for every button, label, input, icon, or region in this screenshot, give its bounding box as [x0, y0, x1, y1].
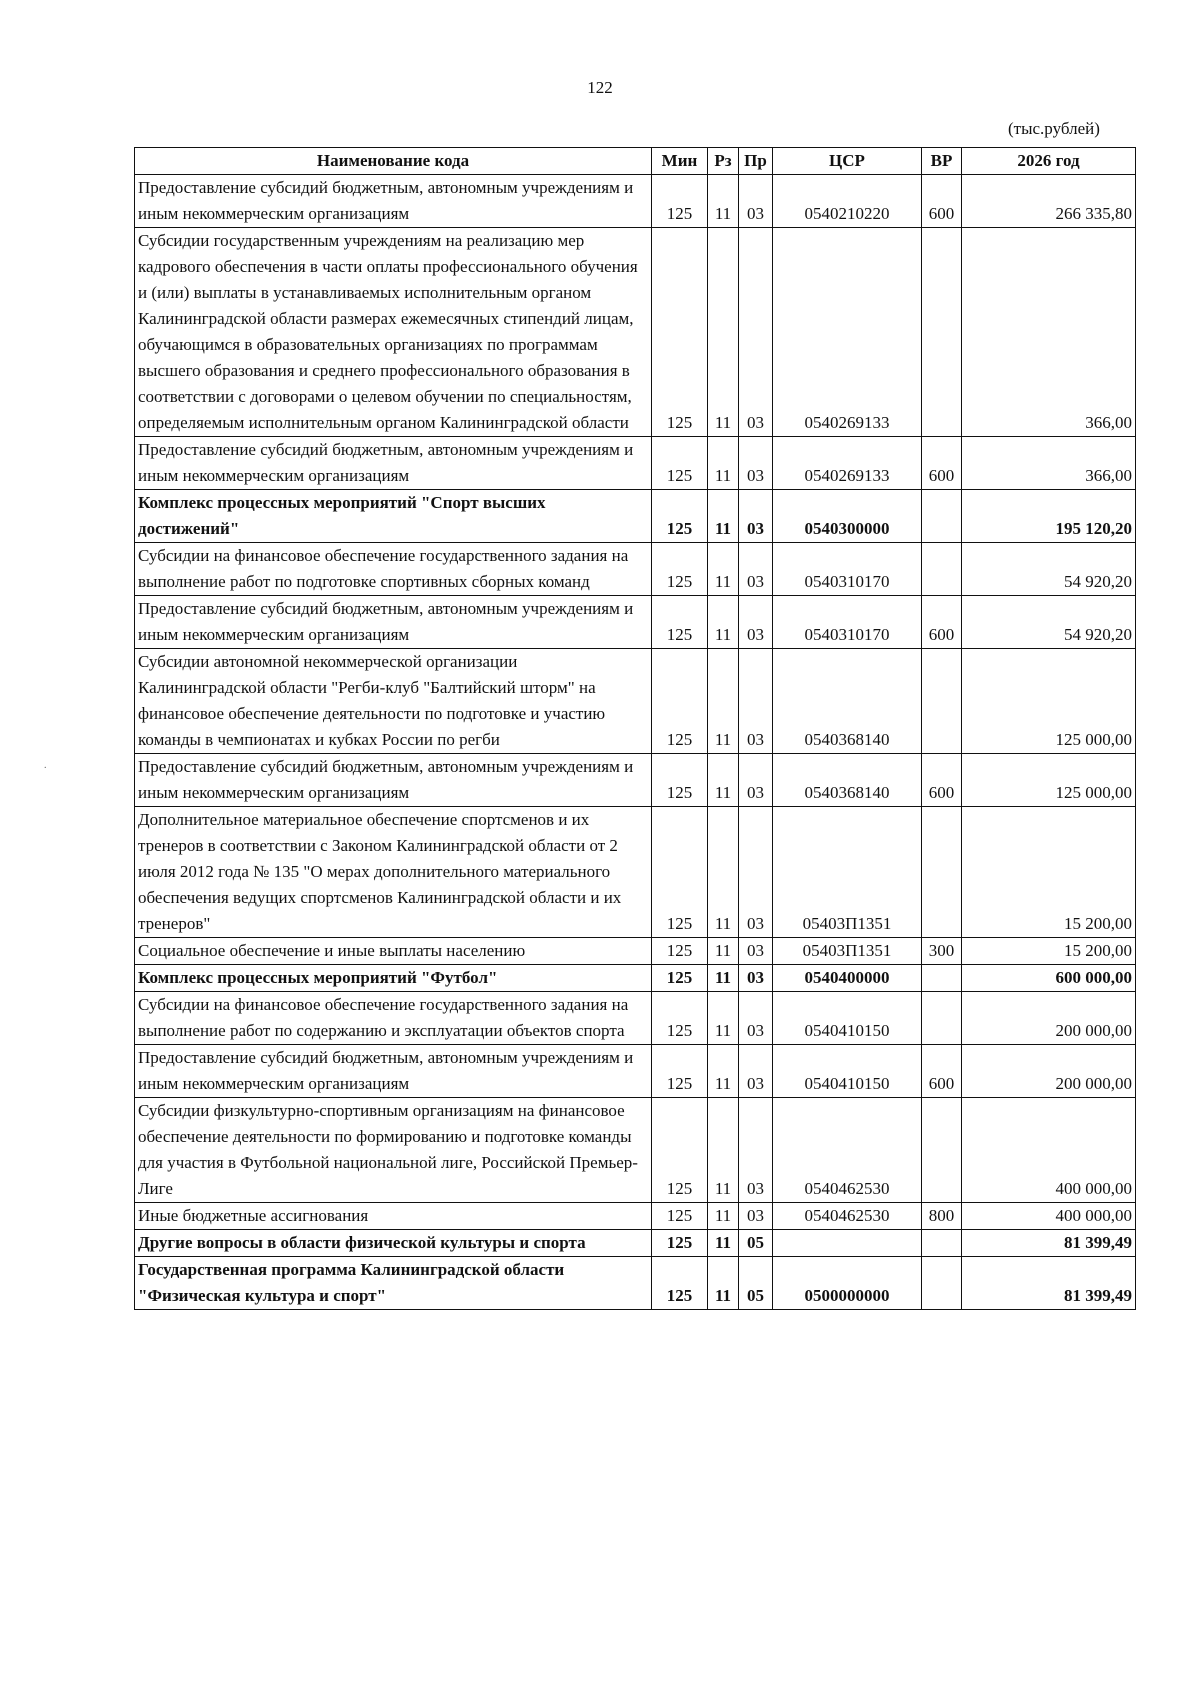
table-row — [135, 490, 1136, 543]
page-number: 122 — [587, 78, 613, 97]
rz-cell: 11 — [708, 992, 739, 1045]
name-cell: Субсидии физкультурно-спортивным организациям на финансовое обеспечение деятельности по формированию и подготовке команды для участия в Футбольной национальной лиге, Российской Премьер-Лиге — [135, 1098, 652, 1203]
name-cell: Субсидии на финансовое обеспечение государственного задания на выполнение работ по содержанию и эксплуатации объектов спорта — [135, 992, 652, 1045]
vr-cell: 600 — [922, 596, 962, 649]
rz-cell: 11 — [708, 490, 739, 543]
table-row — [135, 754, 1136, 807]
vr-cell — [922, 1257, 962, 1310]
table-row — [135, 1257, 1136, 1310]
table-row — [135, 1098, 1136, 1203]
vr-cell — [922, 543, 962, 596]
name-cell: Субсидии автономной некоммерческой организации Калининградской области "Регби-клуб "Балтийский шторм" на финансовое обеспечение деятельности по подготовке и участию команды в чемпионатах и кубках России по регби — [135, 649, 652, 754]
name-cell: Дополнительное материальное обеспечение спортсменов и их тренеров в соответствии с Законом Калининградской области от 2 июля 2012 года № 135 "О мерах дополнительного материального обеспечения ведущих спортсменов Калининградской области и их тренеров" — [135, 807, 652, 938]
csr-cell — [773, 1230, 922, 1257]
vr-cell: 300 — [922, 938, 962, 965]
min-cell: 125 — [652, 490, 708, 543]
unit-note: (тыс.рублей) — [1008, 119, 1100, 138]
rz-cell: 11 — [708, 543, 739, 596]
header-amount: 2026 год — [962, 148, 1136, 175]
name-cell: Другие вопросы в области физической культуры и спорта — [135, 1230, 652, 1257]
min-cell: 125 — [652, 992, 708, 1045]
name-cell: Комплекс процессных мероприятий "Футбол" — [135, 965, 652, 992]
vr-cell — [922, 490, 962, 543]
pr-cell: 03 — [739, 649, 773, 754]
table-header — [135, 148, 1136, 175]
rz-cell: 11 — [708, 754, 739, 807]
pr-cell: 05 — [739, 1257, 773, 1310]
vr-cell: 800 — [922, 1203, 962, 1230]
min-cell: 125 — [652, 1230, 708, 1257]
rz-cell: 11 — [708, 1230, 739, 1257]
table-row — [135, 596, 1136, 649]
min-cell: 125 — [652, 807, 708, 938]
header-vr: ВР — [922, 148, 962, 175]
pr-cell: 03 — [739, 175, 773, 228]
amount-cell: 266 335,80 — [962, 175, 1136, 228]
min-cell: 125 — [652, 437, 708, 490]
csr-cell: 05403П1351 — [773, 938, 922, 965]
table-row — [135, 992, 1136, 1045]
csr-cell: 0540269133 — [773, 228, 922, 437]
table-row — [135, 1230, 1136, 1257]
table-row — [135, 543, 1136, 596]
vr-cell — [922, 228, 962, 437]
csr-cell: 0540300000 — [773, 490, 922, 543]
table-row — [135, 807, 1136, 938]
vr-cell — [922, 807, 962, 938]
vr-cell — [922, 649, 962, 754]
name-cell: Предоставление субсидий бюджетным, автономным учреждениям и иным некоммерческим организациям — [135, 754, 652, 807]
rz-cell: 11 — [708, 1045, 739, 1098]
rz-cell: 11 — [708, 807, 739, 938]
amount-cell: 366,00 — [962, 437, 1136, 490]
pr-cell: 03 — [739, 938, 773, 965]
pr-cell: 03 — [739, 992, 773, 1045]
vr-cell — [922, 1230, 962, 1257]
min-cell: 125 — [652, 1203, 708, 1230]
vr-cell: 600 — [922, 437, 962, 490]
table-body — [135, 175, 1136, 1310]
rz-cell: 11 — [708, 938, 739, 965]
min-cell: 125 — [652, 1098, 708, 1203]
vr-cell: 600 — [922, 1045, 962, 1098]
vr-cell: 600 — [922, 754, 962, 807]
amount-cell: 366,00 — [962, 228, 1136, 437]
pr-cell: 03 — [739, 1098, 773, 1203]
rz-cell: 11 — [708, 1098, 739, 1203]
scan-speck: . — [44, 760, 47, 771]
amount-cell: 125 000,00 — [962, 754, 1136, 807]
pr-cell: 03 — [739, 754, 773, 807]
csr-cell: 0540400000 — [773, 965, 922, 992]
name-cell: Иные бюджетные ассигнования — [135, 1203, 652, 1230]
name-cell: Субсидии государственным учреждениям на реализацию мер кадрового обеспечения в части оплаты профессионального обучения и (или) выплаты в устанавливаемых исполнительным органом Калининградской области размерах ежемесячных стипендий лицам, обучающимся в образовательных организациях по программам высшего образования и среднего профессионального образования в соответствии с договорами о целевом обучении по специальностям, определяемым исполнительным органом Калининградской области — [135, 228, 652, 437]
table-row — [135, 1045, 1136, 1098]
table-row — [135, 228, 1136, 437]
amount-cell: 400 000,00 — [962, 1098, 1136, 1203]
rz-cell: 11 — [708, 649, 739, 754]
name-cell: Субсидии на финансовое обеспечение государственного задания на выполнение работ по подготовке спортивных сборных команд — [135, 543, 652, 596]
vr-cell — [922, 992, 962, 1045]
pr-cell: 03 — [739, 437, 773, 490]
budget-table — [134, 147, 1136, 1310]
header-min: Мин — [652, 148, 708, 175]
name-cell: Государственная программа Калининградской области "Физическая культура и спорт" — [135, 1257, 652, 1310]
csr-cell: 0540368140 — [773, 649, 922, 754]
amount-cell: 54 920,20 — [962, 543, 1136, 596]
header-pr: Пр — [739, 148, 773, 175]
amount-cell: 200 000,00 — [962, 1045, 1136, 1098]
csr-cell: 0540310170 — [773, 543, 922, 596]
pr-cell: 03 — [739, 228, 773, 437]
min-cell: 125 — [652, 754, 708, 807]
amount-cell: 81 399,49 — [962, 1230, 1136, 1257]
min-cell: 125 — [652, 1257, 708, 1310]
amount-cell: 15 200,00 — [962, 807, 1136, 938]
csr-cell: 0540410150 — [773, 1045, 922, 1098]
csr-cell: 0540368140 — [773, 754, 922, 807]
pr-cell: 03 — [739, 1045, 773, 1098]
rz-cell: 11 — [708, 596, 739, 649]
csr-cell: 0500000000 — [773, 1257, 922, 1310]
amount-cell: 600 000,00 — [962, 965, 1136, 992]
min-cell: 125 — [652, 1045, 708, 1098]
vr-cell: 600 — [922, 175, 962, 228]
amount-cell: 54 920,20 — [962, 596, 1136, 649]
rz-cell: 11 — [708, 228, 739, 437]
amount-cell: 195 120,20 — [962, 490, 1136, 543]
name-cell: Комплекс процессных мероприятий "Спорт высших достижений" — [135, 490, 652, 543]
min-cell: 125 — [652, 175, 708, 228]
rz-cell: 11 — [708, 1257, 739, 1310]
name-cell: Социальное обеспечение и иные выплаты населению — [135, 938, 652, 965]
csr-cell: 0540462530 — [773, 1098, 922, 1203]
amount-cell: 400 000,00 — [962, 1203, 1136, 1230]
min-cell: 125 — [652, 649, 708, 754]
table-row — [135, 938, 1136, 965]
csr-cell: 0540269133 — [773, 437, 922, 490]
table-row — [135, 437, 1136, 490]
vr-cell — [922, 965, 962, 992]
header-name: Наименование кода — [135, 148, 652, 175]
rz-cell: 11 — [708, 437, 739, 490]
pr-cell: 03 — [739, 807, 773, 938]
min-cell: 125 — [652, 228, 708, 437]
min-cell: 125 — [652, 938, 708, 965]
vr-cell — [922, 1098, 962, 1203]
csr-cell: 05403П1351 — [773, 807, 922, 938]
amount-cell: 81 399,49 — [962, 1257, 1136, 1310]
pr-cell: 03 — [739, 596, 773, 649]
name-cell: Предоставление субсидий бюджетным, автономным учреждениям и иным некоммерческим организациям — [135, 596, 652, 649]
name-cell: Предоставление субсидий бюджетным, автономным учреждениям и иным некоммерческим организациям — [135, 437, 652, 490]
min-cell: 125 — [652, 543, 708, 596]
name-cell: Предоставление субсидий бюджетным, автономным учреждениям и иным некоммерческим организациям — [135, 175, 652, 228]
pr-cell: 05 — [739, 1230, 773, 1257]
table-row — [135, 649, 1136, 754]
pr-cell: 03 — [739, 543, 773, 596]
name-cell: Предоставление субсидий бюджетным, автономным учреждениям и иным некоммерческим организациям — [135, 1045, 652, 1098]
pr-cell: 03 — [739, 1203, 773, 1230]
csr-cell: 0540410150 — [773, 992, 922, 1045]
header-rz: Рз — [708, 148, 739, 175]
csr-cell: 0540462530 — [773, 1203, 922, 1230]
min-cell: 125 — [652, 596, 708, 649]
table-row — [135, 965, 1136, 992]
min-cell: 125 — [652, 965, 708, 992]
rz-cell: 11 — [708, 1203, 739, 1230]
rz-cell: 11 — [708, 965, 739, 992]
amount-cell: 15 200,00 — [962, 938, 1136, 965]
table-row — [135, 1203, 1136, 1230]
amount-cell: 125 000,00 — [962, 649, 1136, 754]
csr-cell: 0540310170 — [773, 596, 922, 649]
rz-cell: 11 — [708, 175, 739, 228]
header-csr: ЦСР — [773, 148, 922, 175]
pr-cell: 03 — [739, 490, 773, 543]
pr-cell: 03 — [739, 965, 773, 992]
table-row — [135, 175, 1136, 228]
csr-cell: 0540210220 — [773, 175, 922, 228]
amount-cell: 200 000,00 — [962, 992, 1136, 1045]
header-row — [135, 148, 1136, 175]
